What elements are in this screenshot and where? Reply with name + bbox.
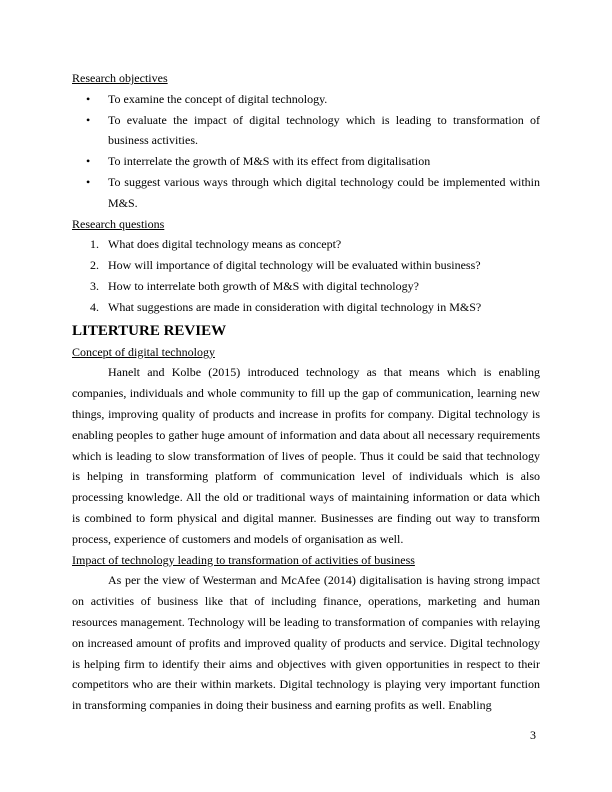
impact-heading: Impact of technology leading to transformation of activities of business <box>72 552 415 567</box>
research-objectives-list <box>72 89 540 214</box>
list-item: • To examine the concept of digital technology. <box>72 89 540 110</box>
impact-paragraph: As per the view of Westerman and McAfee (2014) digitalisation is having strong impact on activities of business like that of including finance, operations, marketing and human resources management. Technology will be leading to transformation of companies with relaying on increased amount of profits and improved quality of products and service. Digital technology is helping firm to identify their aims and objectives with given opportunities in respect to their competitors who are their within markets. Digital technology is playing very important function in transforming companies in doing their business and earning profits as well. Enabling <box>72 573 540 713</box>
concept-heading: Concept of digital technology <box>72 344 215 359</box>
list-item: • To interrelate the growth of M&S with its effect from digitalisation <box>72 151 540 172</box>
research-questions-heading: Research questions <box>72 216 165 231</box>
research-questions-list <box>72 234 540 317</box>
research-objectives-heading: Research objectives <box>72 71 168 85</box>
literature-review-title: LITERTURE REVIEW <box>72 322 227 339</box>
bullet-icon: • <box>86 154 91 169</box>
list-item: 4. What suggestions are made in consideration with digital technology in M&S? <box>90 299 482 314</box>
list-item: 3. How to interrelate both growth of M&S with digital technology? <box>90 278 419 293</box>
page-number: 3 <box>530 728 536 742</box>
bullet-icon: • <box>86 112 91 127</box>
bullet-icon: • <box>86 91 91 106</box>
document-page <box>72 68 540 716</box>
list-item: 1. What does digital technology means as concept? <box>90 237 342 252</box>
bullet-icon: • <box>86 174 91 189</box>
list-item: • To evaluate the impact of digital technology which is leading to transformation of business activities. <box>72 110 540 152</box>
list-item: • To suggest various ways through which digital technology could be implemented within M&S. <box>72 172 540 214</box>
list-item: 2. How will importance of digital technology will be evaluated within business? <box>90 258 481 273</box>
concept-paragraph: Hanelt and Kolbe (2015) introduced technology as that means which is enabling companies, individuals and whole community to fill up the gap of communication, learning new things, improving quality of products and increase in profits for company. Digital technology is enabling peoples to gather huge amount of information and data about all necessary requirements which is leading to slow transformation of lives of people. Thus it could be said that technology is helping in transforming platform of communication level of individuals which is also processing knowledge. All the old or traditional ways of maintaining information or data which is combined to form physical and digital manner. Businesses are finding out way to transform process, experience of customers and models of organisation as well. <box>72 365 540 546</box>
